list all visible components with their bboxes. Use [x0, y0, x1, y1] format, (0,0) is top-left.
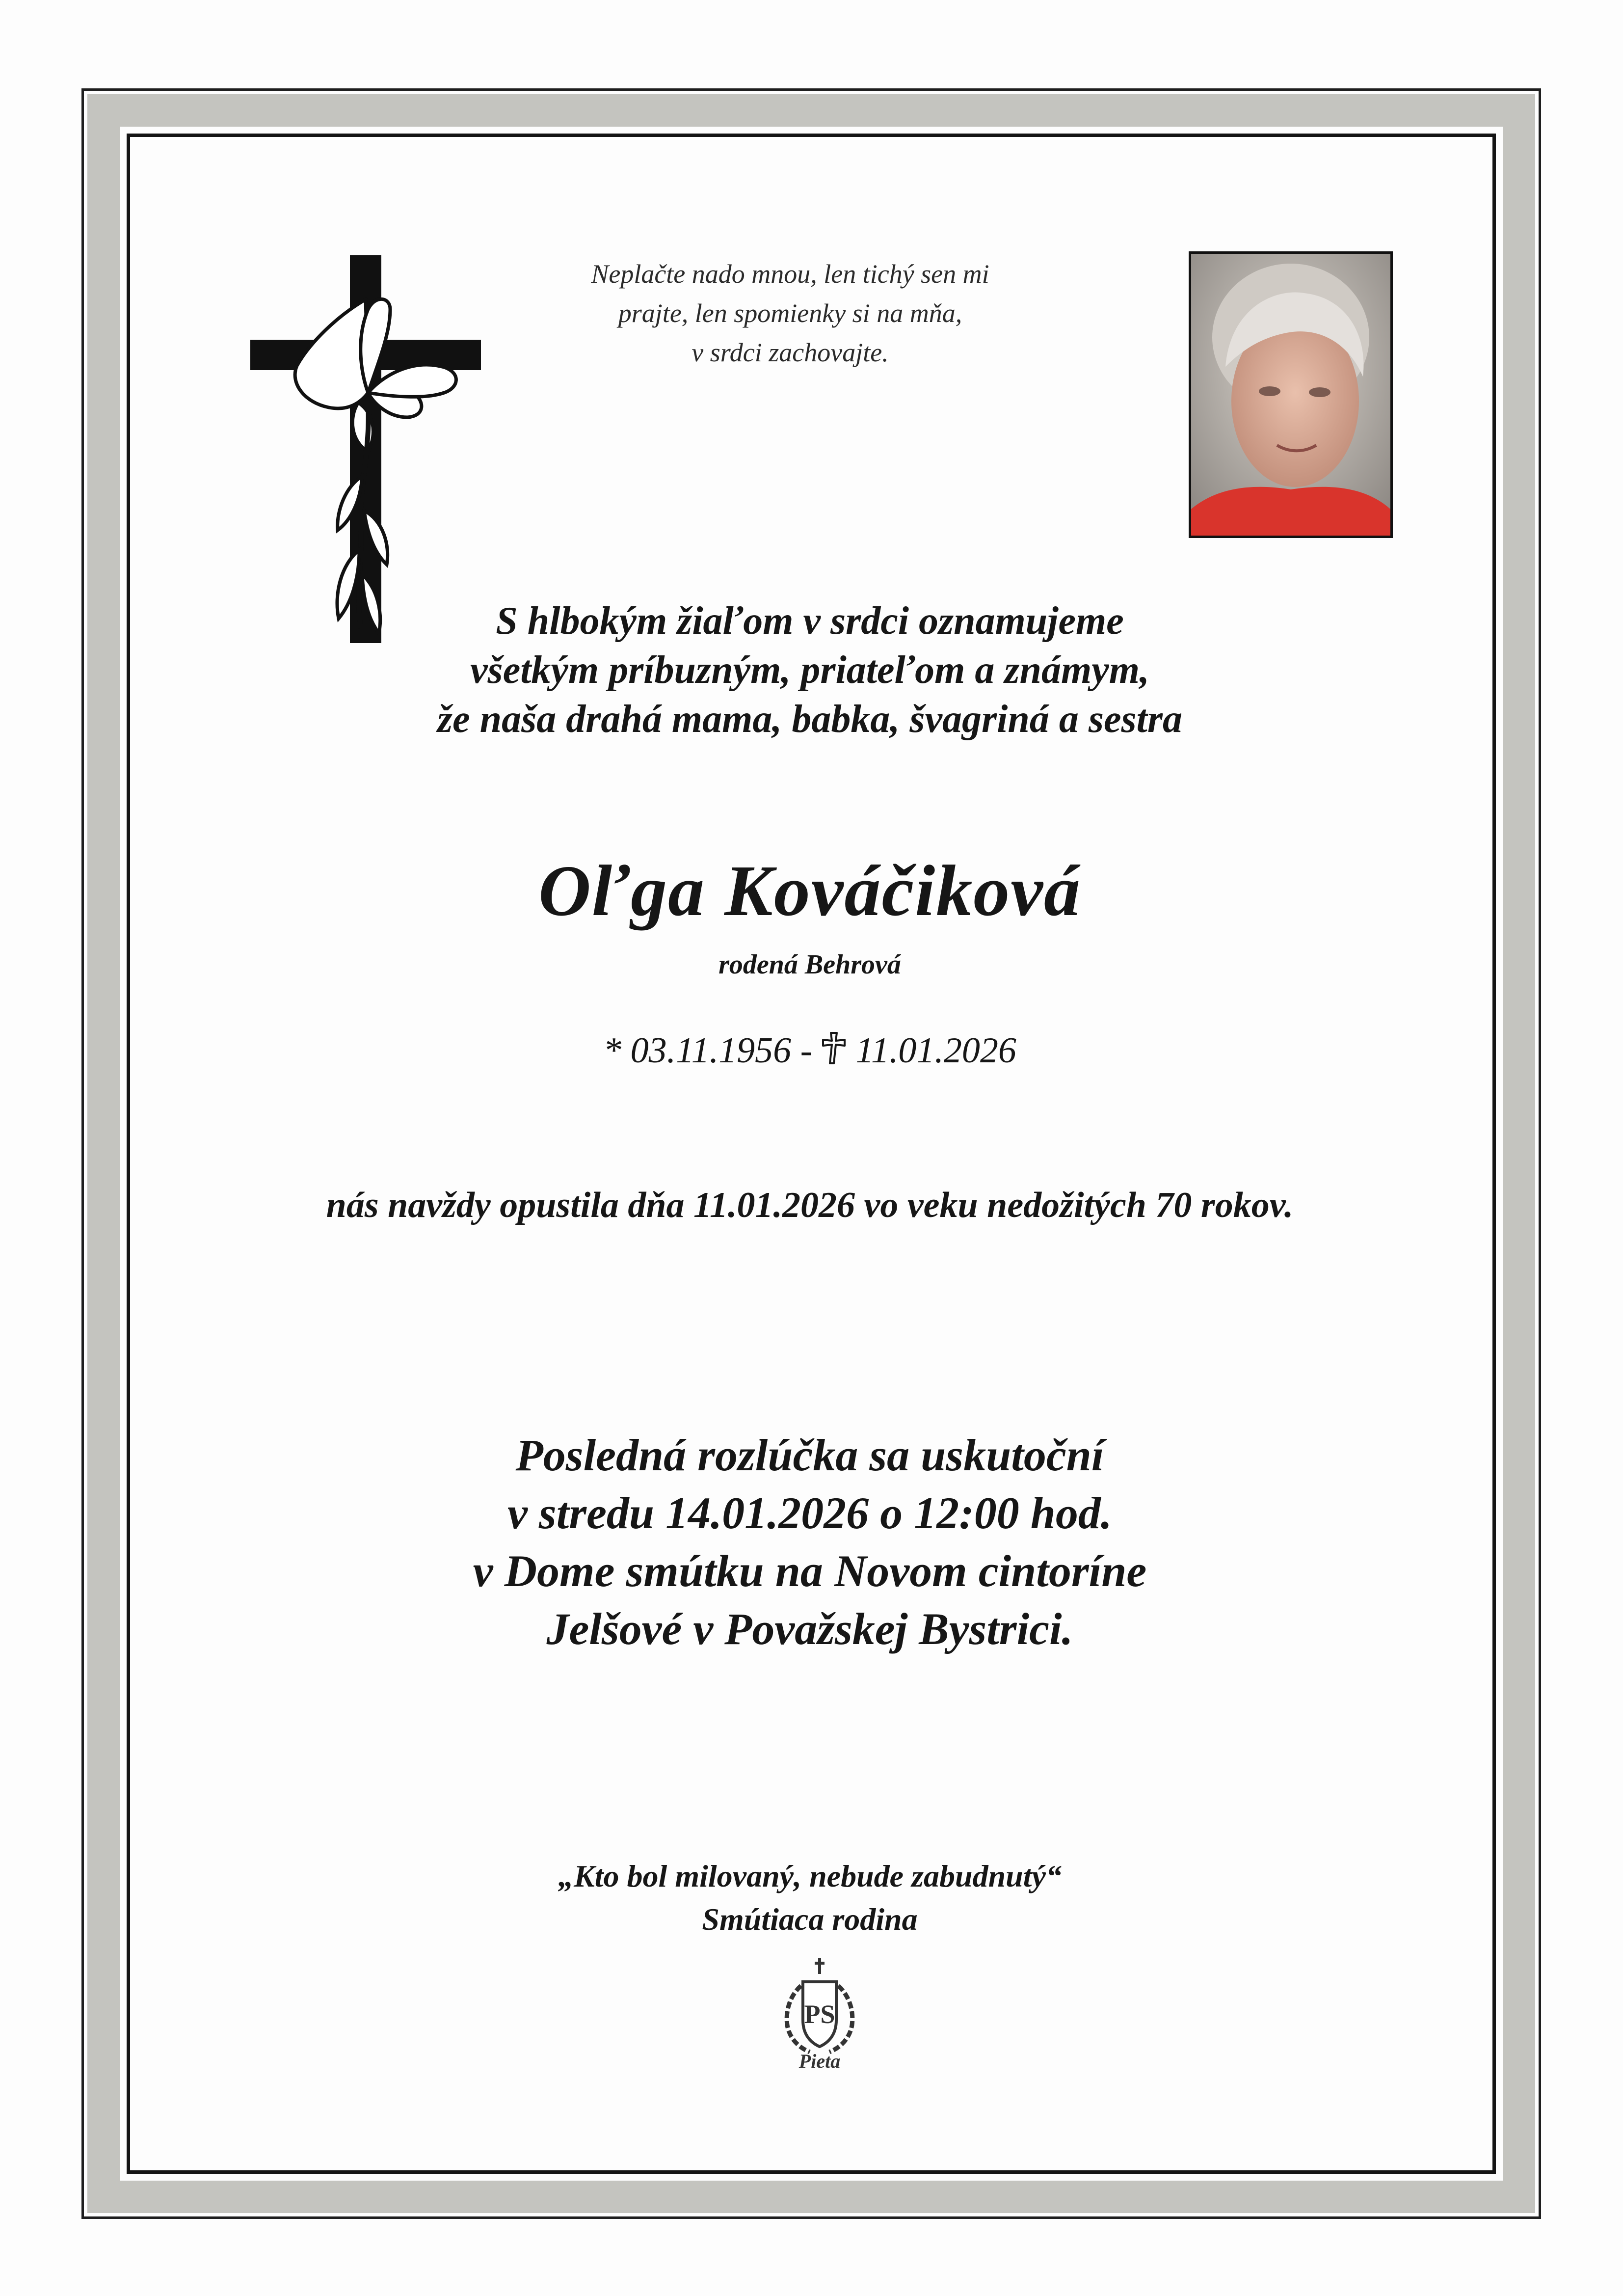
- funeral-line: Jelšové v Považskej Bystrici.: [546, 1604, 1073, 1654]
- closing-quote: „Kto bol milovaný, nebude zabudnutý“: [558, 1859, 1062, 1893]
- deceased-portrait-photo: [1189, 251, 1393, 538]
- logo-caption: Pieta: [798, 2050, 841, 2072]
- memorial-poem: [471, 254, 1109, 372]
- death-statement: nás navždy opustila dňa 11.01.2026 vo veku nedožitých 70 rokov.: [326, 1185, 1294, 1225]
- funeral-line: v Dome smútku na Novom cintoríne: [473, 1546, 1147, 1596]
- announcement-intro: [177, 596, 1443, 744]
- poem-line: v srdci zachovajte.: [692, 338, 889, 367]
- small-cross-icon: [821, 1031, 847, 1065]
- death-date: 11.01.2026: [855, 1030, 1016, 1071]
- maiden-name: rodená Behrová: [718, 949, 901, 980]
- funeral-line: v stredu 14.01.2026 o 12:00 hod.: [507, 1488, 1112, 1538]
- birth-date: * 03.11.1956 -: [603, 1030, 813, 1071]
- funeral-details: [177, 1426, 1443, 1658]
- svg-text:PS: PS: [804, 1999, 835, 2029]
- intro-line: všetkým príbuzným, priateľom a známym,: [470, 648, 1149, 692]
- intro-line: S hlbokým žiaľom v srdci oznamujeme: [496, 599, 1124, 643]
- poem-line: Neplačte nado mnou, len tichý sen mi: [591, 259, 989, 289]
- deceased-name: Oľga Kováčiková: [538, 851, 1081, 931]
- funeral-line: Posledná rozlúčka sa uskutoční: [515, 1430, 1104, 1480]
- cross-with-lily-icon: [250, 255, 481, 643]
- intro-line: že naša drahá mama, babka, švagriná a sestra: [437, 698, 1182, 741]
- life-dates: [177, 1028, 1443, 1073]
- poem-line: prajte, len spomienky si na mňa,: [618, 298, 962, 328]
- signature-mourning-family: Smútiaca rodina: [702, 1902, 918, 1937]
